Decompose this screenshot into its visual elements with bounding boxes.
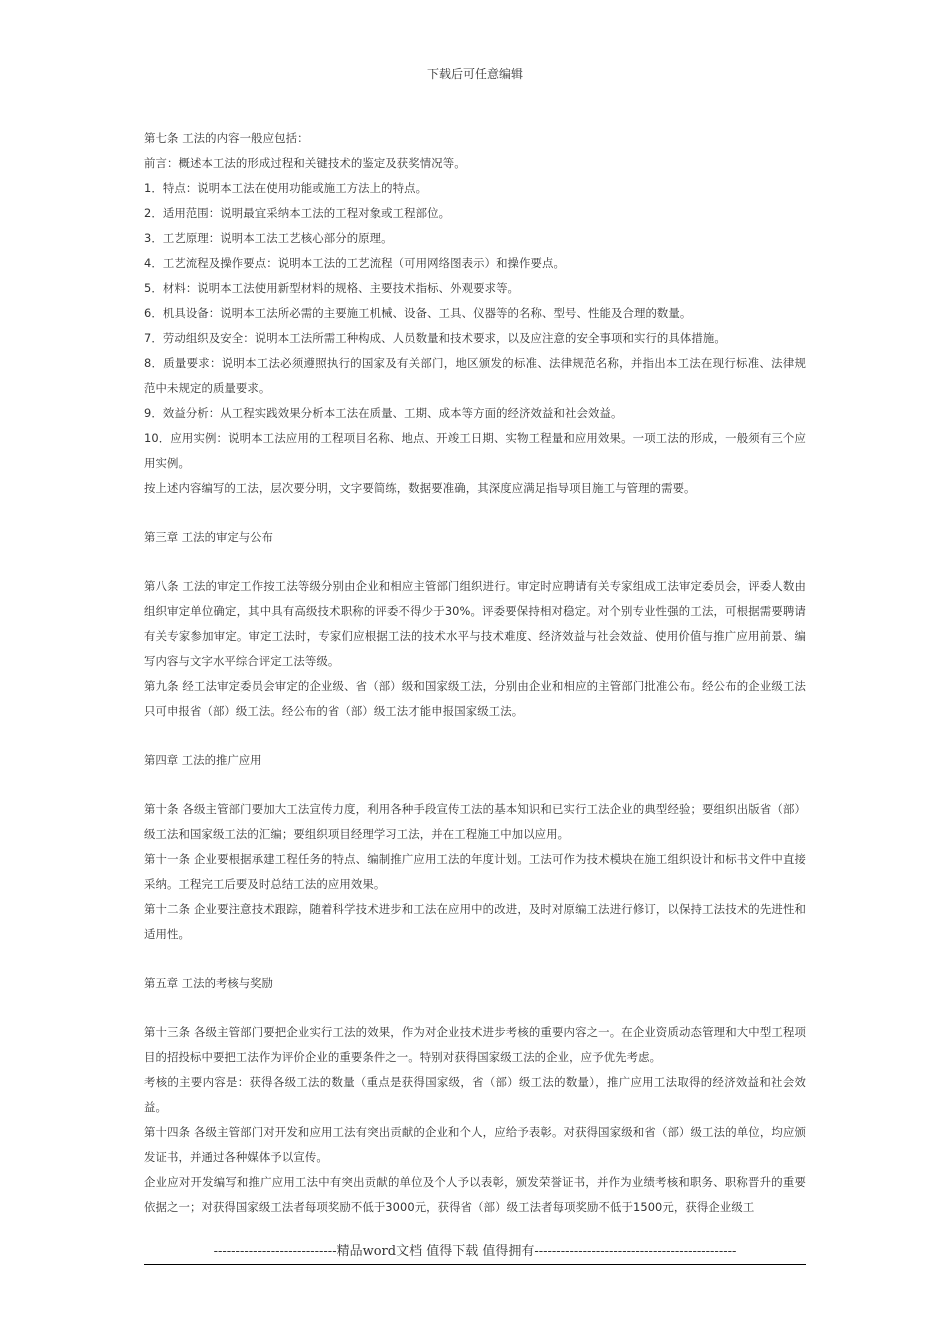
reward-paragraph: 企业应对开发编写和推广应用工法中有突出贡献的单位及个人予以表彰，颁发荣誉证书，并作为业绩考核和职务、职称晋升的重要依据之一；对获得国家级工法者每项奖励不低于3000元，获得省（部）级工法者每项奖励不低于1500元，获得企业级工 xyxy=(144,1175,806,1214)
document-body xyxy=(144,126,806,1220)
article-11: 第十一条 企业要根据承建工程任务的特点、编制推广应用工法的年度计划。工法可作为技术模块在施工组织设计和标书文件中直接采纳。工程完工后要及时总结工法的应用效果。 xyxy=(144,852,806,891)
list-item-7: 7．劳动组织及安全：说明本工法所需工种构成、人员数量和技术要求，以及应注意的安全事项和实行的具体措施。 xyxy=(144,331,726,345)
article-12: 第十二条 企业要注意技术跟踪，随着科学技术进步和工法在应用中的改进，及时对原编工法进行修订，以保持工法技术的先进性和适用性。 xyxy=(144,902,806,941)
article-14: 第十四条 各级主管部门对开发和应用工法有突出贡献的企业和个人，应给予表彰。对获得国家级和省（部）级工法的单位，均应颁发证书，并通过各种媒体予以宣传。 xyxy=(144,1125,806,1164)
article-8: 第八条 工法的审定工作按工法等级分别由企业和相应主管部门组织进行。审定时应聘请有关专家组成工法审定委员会，评委人数由组织审定单位确定，其中具有高级技术职称的评委不得少于30%。评委要保持相对稳定。对个别专业性强的工法，可根据需要聘请有关专家参加审定。审定工法时，专家们应根据工法的技术水平与技术难度、经济效益与社会效益、使用价值与推广应用前景、编写内容与文字水平综合评定工法等级。 xyxy=(144,579,806,668)
list-item-6: 6．机具设备：说明本工法所必需的主要施工机械、设备、工具、仪器等的名称、型号、性能及合理的数量。 xyxy=(144,306,692,320)
chapter-5-heading: 第五章 工法的考核与奖励 xyxy=(144,976,273,990)
page-header: 下载后可任意编辑 xyxy=(426,67,523,81)
article-13: 第十三条 各级主管部门要把企业实行工法的效果，作为对企业技术进步考核的重要内容之一。在企业资质动态管理和大中型工程项目的招投标中要把工法作为评价企业的重要条件之一。特别对获得国家级工法的企业，应予优先考虑。 xyxy=(144,1025,806,1064)
chapter-4-heading: 第四章 工法的推广应用 xyxy=(144,753,262,767)
list-item-3: 3．工艺原理：说明本工法工艺核心部分的原理。 xyxy=(144,231,393,245)
list-item-2: 2．适用范围：说明最宜采纳本工法的工程对象或工程部位。 xyxy=(144,206,451,220)
list-item-4: 4．工艺流程及操作要点：说明本工法的工艺流程（可用网络图表示）和操作要点。 xyxy=(144,256,566,270)
assessment-paragraph: 考核的主要内容是：获得各级工法的数量（重点是获得国家级，省（部）级工法的数量），推广应用工法取得的经济效益和社会效益。 xyxy=(144,1075,806,1114)
list-item-8: 8．质量要求：说明本工法必须遵照执行的国家及有关部门，地区颁发的标准、法律规范名称，并指出本工法在现行标准、法律规范中未规定的质量要求。 xyxy=(144,356,806,395)
preface-item: 前言：概述本工法的形成过程和关键技术的鉴定及获奖情况等。 xyxy=(144,156,466,170)
list-item-5: 5．材料：说明本工法使用新型材料的规格、主要技术指标、外观要求等。 xyxy=(144,281,520,295)
article-10: 第十条 各级主管部门要加大工法宣传力度，利用各种手段宣传工法的基本知识和已实行工法企业的典型经验；要组织出版省（部）级工法和国家级工法的汇编；要组织项目经理学习工法，并在工程施工中加以应用。 xyxy=(144,802,806,841)
closing-paragraph: 按上述内容编写的工法，层次要分明，文字要简练，数据要准确，其深度应满足指导项目施工与管理的需要。 xyxy=(144,481,696,495)
article-9: 第九条 经工法审定委员会审定的企业级、省（部）级和国家级工法，分别由企业和相应的主管部门批准公布。经公布的企业级工法只可申报省（部）级工法。经公布的省（部）级工法才能申报国家级工法。 xyxy=(144,679,806,718)
chapter-3-heading: 第三章 工法的审定与公布 xyxy=(144,530,273,544)
list-item-9: 9．效益分析：从工程实践效果分析本工法在质量、工期、成本等方面的经济效益和社会效益。 xyxy=(144,406,623,420)
list-item-10: 10．应用实例：说明本工法应用的工程项目名称、地点、开竣工日期、实物工程量和应用效果。一项工法的形成，一般须有三个应用实例。 xyxy=(144,431,806,470)
footer-divider xyxy=(144,1264,806,1265)
page-footer: ----------------------------精品word文档 值得下载 值得拥有---------------------------------------------- xyxy=(213,1244,737,1259)
list-item-1: 1．特点：说明本工法在使用功能或施工方法上的特点。 xyxy=(144,181,428,195)
article-7-title: 第七条 工法的内容一般应包括： xyxy=(144,131,309,145)
